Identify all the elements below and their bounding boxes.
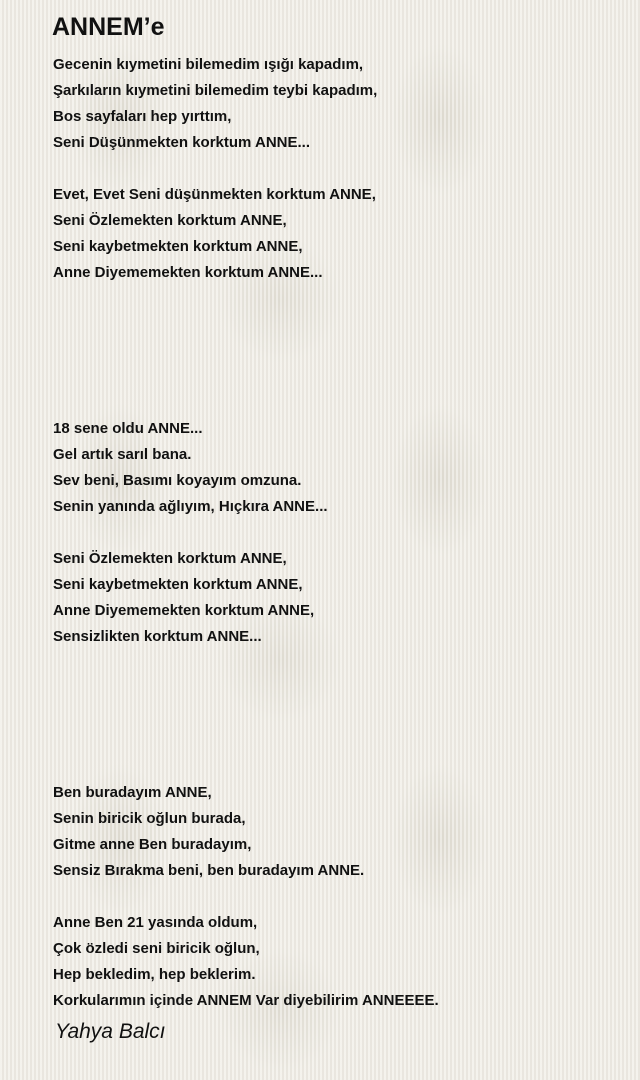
stanza (53, 546, 439, 650)
poem-line: Gecenin kıymetini bilemedim ışığı kapadım, (53, 56, 364, 73)
poem-line: Senin biricik oğlun burada, (53, 810, 246, 827)
stanza-spacer (53, 312, 439, 416)
poem-line: Şarkıların kıymetini bilemedim teybi kapadım, (53, 82, 378, 99)
poem-author: Yahya Balcı (55, 1020, 166, 1043)
poem-line: Seni kaybetmekten korktum ANNE, (53, 576, 303, 593)
poem-line: Korkularımın içinde ANNEM Var diyebilirim ANNEEEE. (53, 992, 439, 1009)
poem-line: 18 sene oldu ANNE... (53, 420, 203, 437)
poem-line: Sensiz Bırakma beni, ben buradayım ANNE. (53, 862, 365, 879)
stanza (53, 910, 439, 1014)
poem-line: Ben buradayım ANNE, (53, 784, 212, 801)
poem-line: Bos sayfaları hep yırttım, (53, 108, 232, 125)
poem-line: Anne Ben 21 yasında oldum, (53, 914, 258, 931)
poem-line: Hep bekledim, hep beklerim. (53, 966, 256, 983)
poem-line: Seni kaybetmekten korktum ANNE, (53, 238, 303, 255)
stanza (53, 182, 439, 286)
poem-line: Gel artık sarıl bana. (53, 446, 192, 463)
poem-body (53, 52, 439, 1040)
poem-title: ANNEM’e (52, 13, 165, 41)
poem-line: Çok özledi seni biricik oğlun, (53, 940, 260, 957)
stanza-spacer (53, 676, 439, 780)
stanza (53, 416, 439, 520)
poem-line: Seni Düşünmekten korktum ANNE... (53, 134, 310, 151)
poem-line: Evet, Evet Seni düşünmekten korktum ANNE, (53, 186, 376, 203)
poem-line: Seni Özlemekten korktum ANNE, (53, 212, 287, 229)
stanza (53, 780, 439, 884)
poem-line: Seni Özlemekten korktum ANNE, (53, 550, 287, 567)
poem-line: Gitme anne Ben buradayım, (53, 836, 252, 853)
poem-line: Anne Diyememekten korktum ANNE... (53, 264, 323, 281)
poem-line: Sev beni, Basımı koyayım omzuna. (53, 472, 302, 489)
poem-line: Anne Diyememekten korktum ANNE, (53, 602, 315, 619)
poem-line: Senin yanında ağlıyım, Hıçkıra ANNE... (53, 498, 328, 515)
stanza (53, 52, 439, 156)
poem-line: Sensizlikten korktum ANNE... (53, 628, 262, 645)
